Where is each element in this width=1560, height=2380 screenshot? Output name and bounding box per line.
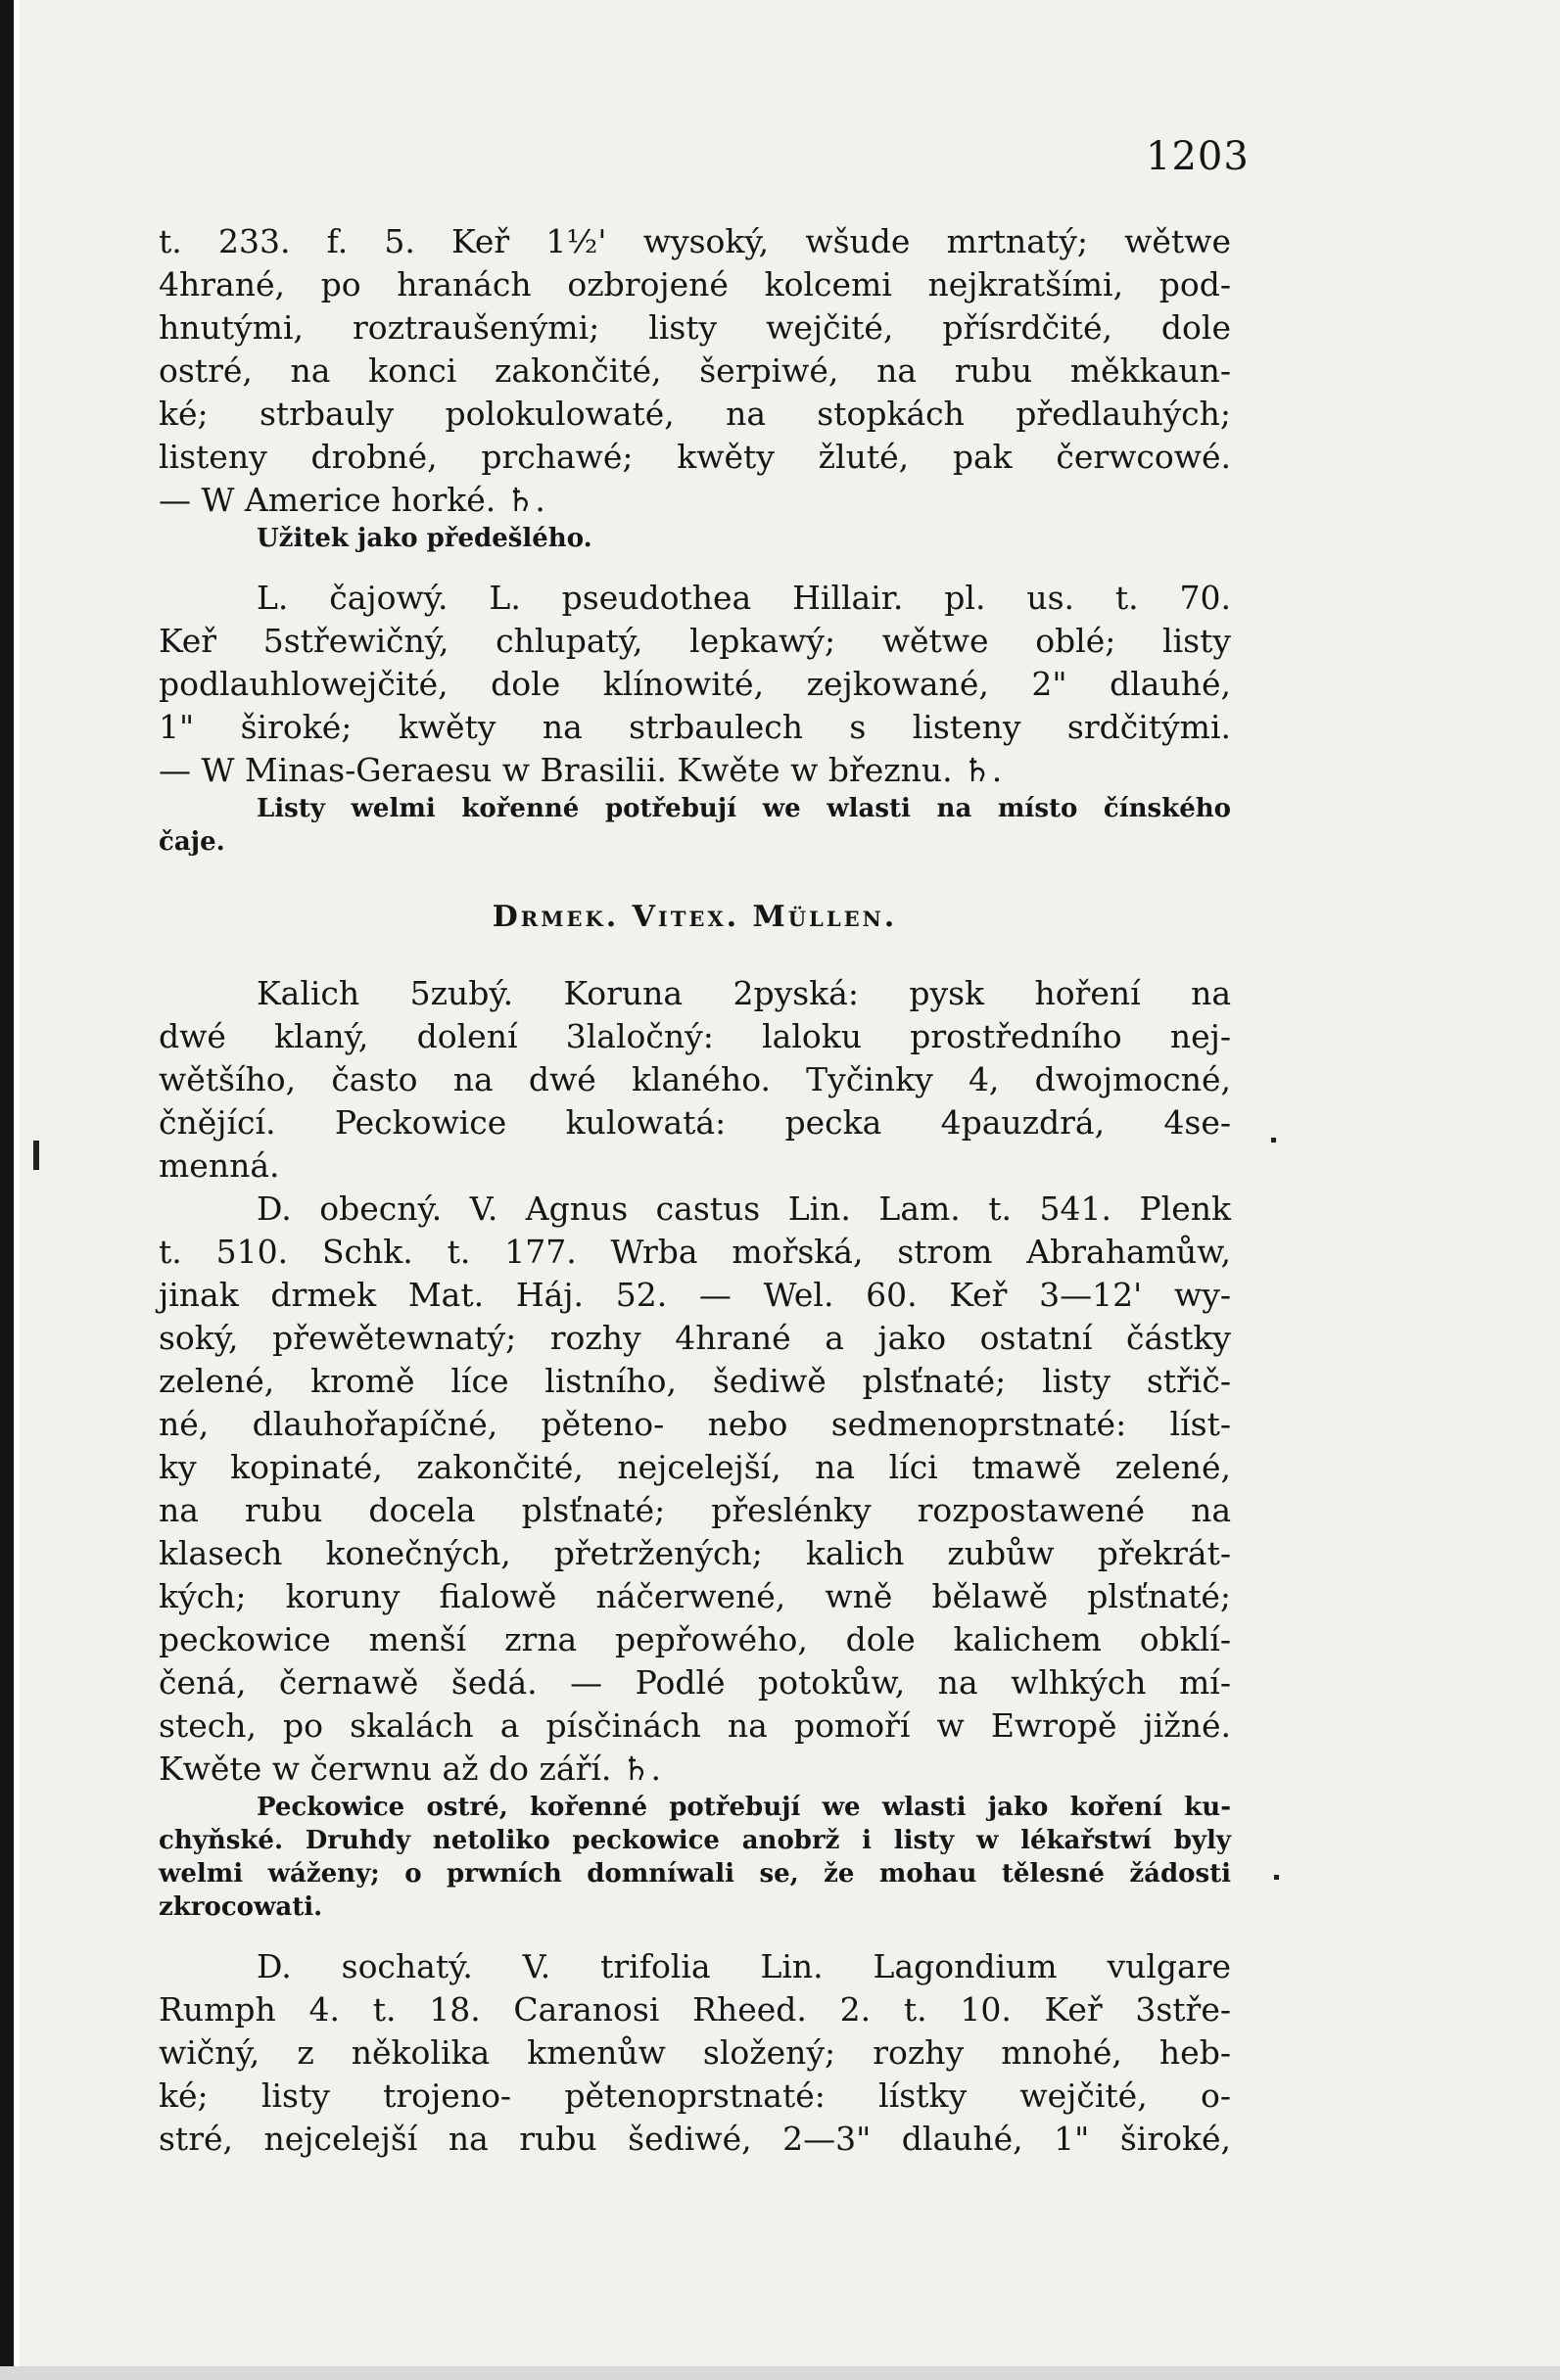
text-line: 1" široké; kwěty na strbaulech s listeny srdčitými.: [159, 708, 1231, 746]
text-line: jinak drmek Mat. Háj. 52. — Wel. 60. Keř 3—12' wy-: [159, 1276, 1231, 1314]
text-line: klasech konečných, přetržených; kalich zubůw překrát-: [159, 1534, 1231, 1572]
entry-obecny: [159, 1188, 1231, 1924]
text-line: Kwěte w čerwnu až do září. ♄.: [159, 1750, 661, 1788]
margin-mark: [33, 1141, 39, 1170]
text-line: t. 233. f. 5. Keř 1½' wysoký, wšude mrtnatý; wětwe: [159, 222, 1231, 260]
entry-cajowy: [159, 577, 1231, 859]
text-line: zelené, kromě líce listního, šediwě plsťnaté; listy střič-: [159, 1362, 1231, 1400]
text-line: Rumph 4. t. 18. Caranosi Rheed. 2. t. 10. Keř 3stře-: [159, 1990, 1231, 2029]
text-line: ostré, na konci zakončité, šerpiwé, na rubu měkkaun-: [159, 351, 1231, 390]
genus-description: [159, 972, 1231, 1188]
usage-note: čaje.: [159, 827, 225, 857]
entry-sochaty: [159, 1945, 1231, 2161]
text-line: 4hrané, po hranách ozbrojené kolcemi nejkratšími, pod-: [159, 265, 1231, 303]
text-line: čnějící. Peckowice kulowatá: pecka 4pauzdrá, 4se-: [159, 1103, 1231, 1142]
text-line: ké; listy trojeno- pětenoprstnaté: lístky wejčité, o-: [159, 2077, 1231, 2115]
entry-continued: [159, 220, 1231, 555]
text-line: soký, přewětewnatý; rozhy 4hrané a jako ostatní částky: [159, 1319, 1231, 1357]
text-line: čená, černawě šedá. — Podlé potokůw, na wlhkých mí-: [159, 1663, 1231, 1702]
text-line: D. obecný. V. Agnus castus Lin. Lam. t. 541. Plenk: [257, 1190, 1231, 1228]
usage-note: Peckowice ostré, kořenné potřebují we wlasti jako koření ku-: [257, 1793, 1231, 1822]
usage-note: Užitek jako předešlého.: [257, 524, 592, 553]
text-line: na rubu docela plsťnaté; přeslénky rozpostawené na: [159, 1491, 1231, 1529]
usage-note: welmi wáženy; o prwních domníwali se, že mohau tělesné žádosti: [159, 1859, 1231, 1889]
text-line: kých; koruny fialowě náčerwené, wně bělawě plsťnaté;: [159, 1577, 1231, 1615]
text-line: wětšího, často na dwé klaného. Tyčinky 4, dwojmocné,: [159, 1060, 1231, 1098]
text-line: hnutými, roztraušenými; listy wejčité, přísrdčité, dole: [159, 308, 1231, 347]
ink-speck: [1274, 1875, 1279, 1880]
text-line: dwé klaný, dolení 3laločný: laloku prostředního nej-: [159, 1017, 1231, 1055]
scan-bottom-edge: [0, 2366, 1560, 2380]
text-line: L. čajowý. L. pseudothea Hillair. pl. us. t. 70.: [257, 579, 1231, 617]
page-number: 1203: [1146, 134, 1250, 179]
text-line: ky kopinaté, zakončité, nejcelejší, na líci tmawě zelené,: [159, 1448, 1231, 1486]
usage-note: zkrocowati.: [159, 1892, 323, 1922]
text-line: Keř 5střewičný, chlupatý, lepkawý; wětwe oblé; listy: [159, 622, 1231, 660]
text-line: t. 510. Schk. t. 177. Wrba mořská, strom Abrahamůw,: [159, 1233, 1231, 1271]
text-line: stré, nejcelejší na rubu šediwé, 2—3" dlauhé, 1" široké,: [159, 2120, 1231, 2158]
text-line: — W Americe horké. ♄.: [159, 481, 545, 519]
text-line: né, dlauhořapíčné, pěteno- nebo sedmenoprstnaté: líst-: [159, 1405, 1231, 1443]
text-line: stech, po skalách a písčinách na pomoří w Ewropě jižné.: [159, 1706, 1231, 1745]
text-line: ké; strbauly polokulowaté, na stopkách předlauhých;: [159, 395, 1231, 433]
usage-note: Listy welmi kořenné potřebují we wlasti na místo čínského: [257, 794, 1231, 823]
ink-speck: [1271, 1138, 1276, 1143]
genus-heading: Drmek. Vitex. Müllen.: [492, 900, 898, 934]
scan-dark-edge: [0, 0, 14, 2380]
text-line: peckowice menší zrna pepřowého, dole kalichem obklí-: [159, 1620, 1231, 1658]
page-text: [159, 220, 1231, 2161]
text-line: podlauhlowejčité, dole klínowité, zejkowané, 2" dlauhé,: [159, 665, 1231, 703]
text-line: Kalich 5zubý. Koruna 2pyská: pysk hoření na: [257, 974, 1231, 1012]
usage-note: chyňské. Druhdy netoliko peckowice anobrž i listy w lékařstwí byly: [159, 1826, 1231, 1855]
text-line: — W Minas-Geraesu w Brasilii. Kwěte w březnu. ♄.: [159, 751, 1003, 789]
text-line: D. sochatý. V. trifolia Lin. Lagondium vulgare: [257, 1947, 1231, 1985]
text-line: listeny drobné, prchawé; kwěty žluté, pak čerwcowé.: [159, 438, 1231, 476]
text-line: menná.: [159, 1146, 280, 1185]
text-line: wičný, z několika kmenůw složený; rozhy mnohé, heb-: [159, 2033, 1231, 2072]
